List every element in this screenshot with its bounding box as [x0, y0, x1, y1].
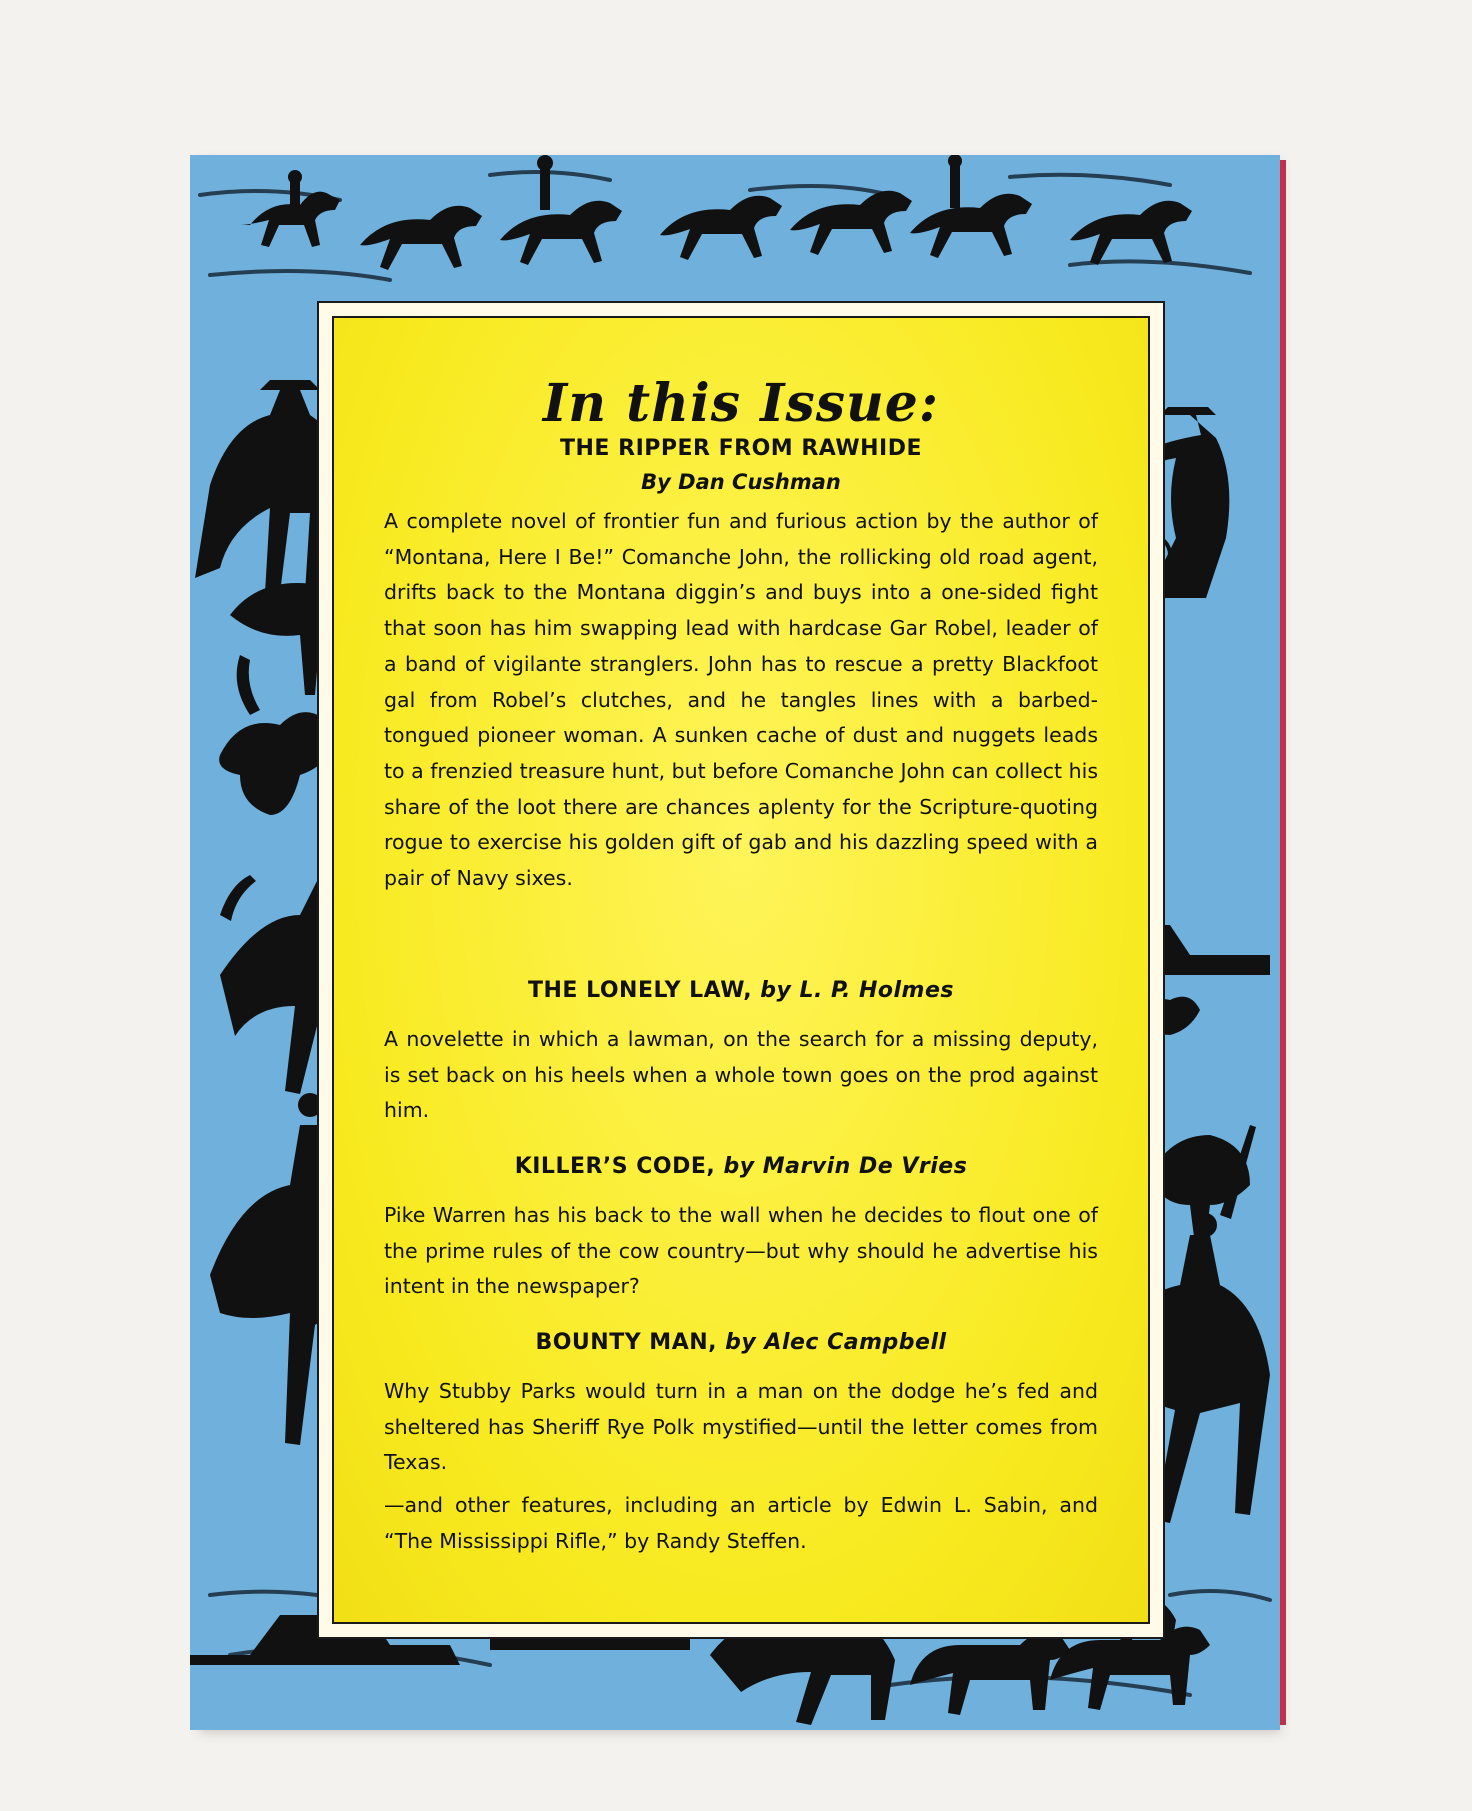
- contents-panel-frame: [317, 301, 1165, 1639]
- story-2-heading: [374, 978, 1108, 1003]
- contents-panel: [332, 316, 1150, 1624]
- story-3-title: KILLER’S CODE,: [514, 1154, 716, 1179]
- other-features-note: —and other features, including an article by Edwin L. Sabin, and “The Mississippi Rifle,” by Randy Steffen.: [384, 1493, 1098, 1553]
- horse-icon: [790, 191, 912, 255]
- story-1-description: A complete novel of frontier fun and furious action by the author of “Montana, Here I Be!” Comanche John, the rollicking old road agent, drifts back to the Montana diggin’s and buys into a one-sided fight that soon has him swapping lead with hardcase Gar Robel, leader of a band of vigilante stranglers. John has to rescue a pretty Blackfoot gal from Robel’s clutches, and he tangles lines with a barbed-tongued pioneer woman. A sunken cache of dust and nuggets leads to a frenzied treasure hunt, but before Comanche John can collect his share of the loot there are chances aplenty for the Scripture-quoting rogue to exercise his golden gift of gab and his dazzling speed with a pair of Navy sixes.: [384, 509, 1098, 891]
- horse-icon: [1070, 201, 1192, 265]
- story-3-heading: [374, 1154, 1108, 1179]
- horse-icon: [360, 206, 482, 270]
- in-this-issue-heading: In this Issue:: [542, 373, 940, 434]
- story-4-byline: by Alec Campbell: [725, 1330, 947, 1355]
- story-2-byline: by L. P. Holmes: [760, 978, 954, 1003]
- story-3-byline: by Marvin De Vries: [723, 1154, 968, 1179]
- story-1-title: THE RIPPER FROM RAWHIDE: [560, 436, 922, 461]
- horse-rider-icon: [910, 155, 1032, 258]
- story-2-description: A novelette in which a lawman, on the search for a missing deputy, is set back on his heels when a whole town goes on the prod against him.: [384, 1027, 1098, 1123]
- story-4-heading: [374, 1330, 1108, 1355]
- horse-icon: [660, 196, 782, 260]
- horse-rider-icon: [240, 170, 340, 247]
- story-3-description: Pike Warren has his back to the wall when he decides to flout one of the prime rules of the cow country—but why should he advertise his intent in the newspaper?: [384, 1203, 1098, 1299]
- story-1-byline: By Dan Cushman: [641, 470, 841, 494]
- story-4-description: Why Stubby Parks would turn in a man on the dodge he’s fed and sheltered has Sheriff Rye Polk mystified—until the letter comes from Texas.: [384, 1379, 1098, 1475]
- story-2-title: THE LONELY LAW,: [528, 978, 753, 1003]
- magazine-back-cover: [190, 155, 1280, 1730]
- story-4-title: BOUNTY MAN,: [535, 1330, 717, 1355]
